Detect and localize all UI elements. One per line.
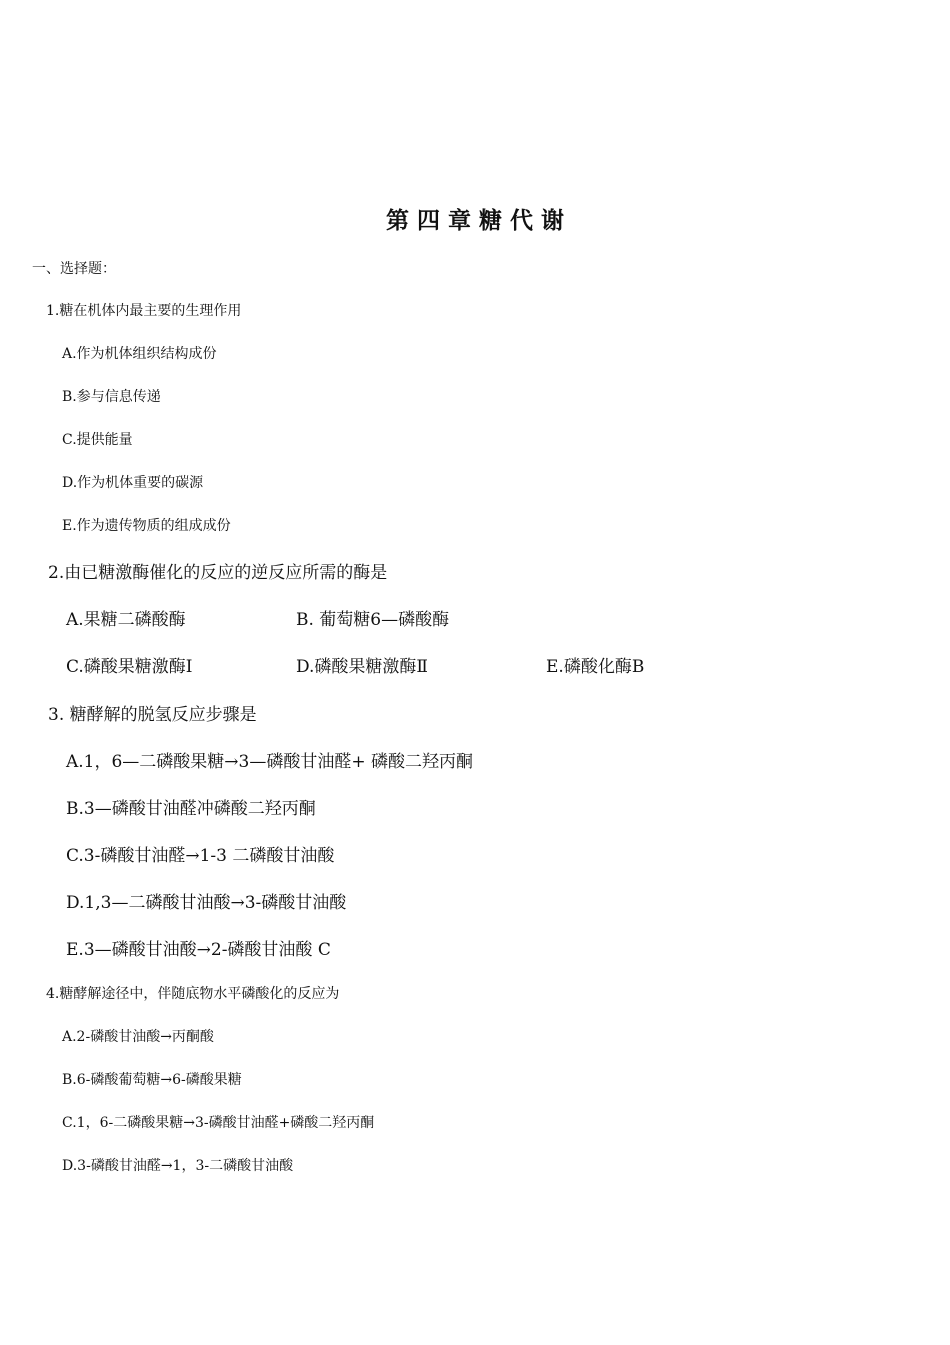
question-3-option-d: D.1,3—二磷酸甘油酸→3-磷酸甘油酸 (66, 893, 347, 913)
question-4-option-c: C.1，6-二磷酸果糖→3-磷酸甘油醛+磷酸二羟丙酮 (62, 1115, 375, 1131)
page-title: 第 四 章 糖 代 谢 (385, 208, 565, 234)
question-3-option-c: C.3-磷酸甘油醛→1-3 二磷酸甘油酸 (66, 846, 335, 866)
question-4-option-b: B.6-磷酸葡萄糖→6-磷酸果糖 (62, 1072, 242, 1088)
question-1-option-d: D.作为机体重要的碳源 (62, 475, 204, 491)
question-3-stem: 3. 糖酵解的脱氢反应步骤是 (48, 705, 257, 725)
question-1-option-e: E.作为遗传物质的组成成份 (62, 518, 231, 534)
question-1-stem: 1.糖在机体内最主要的生理作用 (46, 303, 242, 319)
question-4-option-d: D.3-磷酸甘油醛→1，3-二磷酸甘油酸 (62, 1158, 294, 1174)
question-3-option-e: E.3—磷酸甘油酸→2-磷酸甘油酸 C (66, 940, 331, 960)
question-2-option-c: C.磷酸果糖激酶I (66, 657, 193, 677)
question-2-option-d: D.磷酸果糖激酶Ⅱ (296, 657, 428, 677)
question-2-option-b: B. 葡萄糖6—磷酸酶 (296, 610, 450, 630)
question-2-option-e: E.磷酸化酶B (546, 657, 645, 677)
question-2-option-a: A.果糖二磷酸酶 (66, 610, 186, 630)
question-3-option-b: B.3—磷酸甘油醛冲磷酸二羟丙酮 (66, 799, 316, 819)
question-4-stem: 4.糖酵解途径中，伴随底物水平磷酸化的反应为 (46, 986, 340, 1002)
question-1-option-c: C.提供能量 (62, 432, 133, 448)
question-1-option-a: A.作为机体组织结构成份 (62, 346, 217, 362)
question-3-option-a: A.1，6—二磷酸果糖→3—磷酸甘油醛+ 磷酸二羟丙酮 (66, 752, 474, 772)
question-1-option-b: B.参与信息传递 (62, 389, 161, 405)
question-4-option-a: A.2-磷酸甘油酸→丙酮酸 (62, 1029, 214, 1045)
question-2-stem: 2.由已糖激酶催化的反应的逆反应所需的酶是 (48, 563, 388, 583)
section-heading: 一、选择题： (32, 261, 116, 277)
